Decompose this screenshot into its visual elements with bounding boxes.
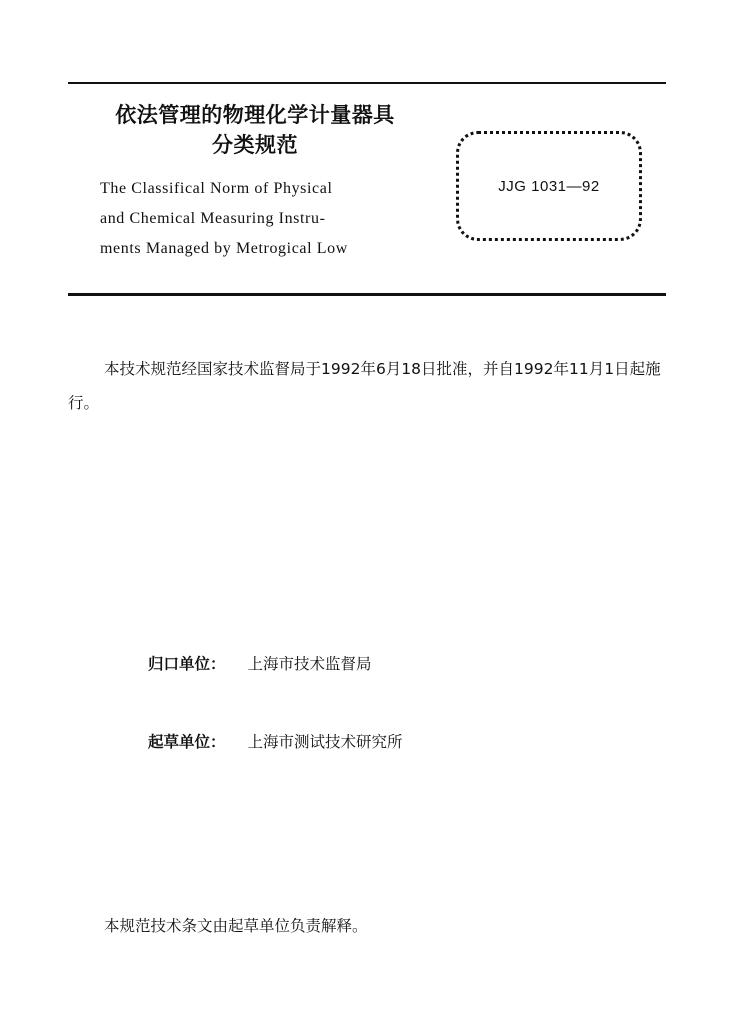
top-rule xyxy=(68,82,666,84)
title-en-line2: and Chemical Measuring Instru- xyxy=(100,210,326,227)
standard-code: JJG 1031—92 xyxy=(498,178,600,195)
responsible-unit-label: 归口单位： xyxy=(148,655,226,673)
bottom-rule xyxy=(68,293,666,296)
responsible-unit-value: 上海市技术监督局 xyxy=(247,655,372,673)
interpretation-note: 本规范技术条文由起草单位负责解释。 xyxy=(104,917,368,935)
title-en-line3: ments Managed by Metrogical Low xyxy=(100,240,348,257)
standard-code-box xyxy=(456,131,642,241)
title-en-line1: The Classifical Norm of Physical xyxy=(100,180,333,197)
drafting-unit-value: 上海市测试技术研究所 xyxy=(247,733,403,751)
approval-statement: 本技术规范经国家技术监督局于1992年6月18日批准，并自1992年11月1日起施行。 xyxy=(68,360,661,412)
drafting-unit-row xyxy=(148,730,403,752)
title-en xyxy=(100,174,436,264)
title-cn-line2: 分类规范 xyxy=(212,133,298,157)
title-block xyxy=(80,100,430,160)
title-cn-line1: 依法管理的物理化学计量器具 xyxy=(115,103,395,127)
drafting-unit-label: 起草单位： xyxy=(148,733,226,751)
responsible-unit-row xyxy=(148,652,372,674)
